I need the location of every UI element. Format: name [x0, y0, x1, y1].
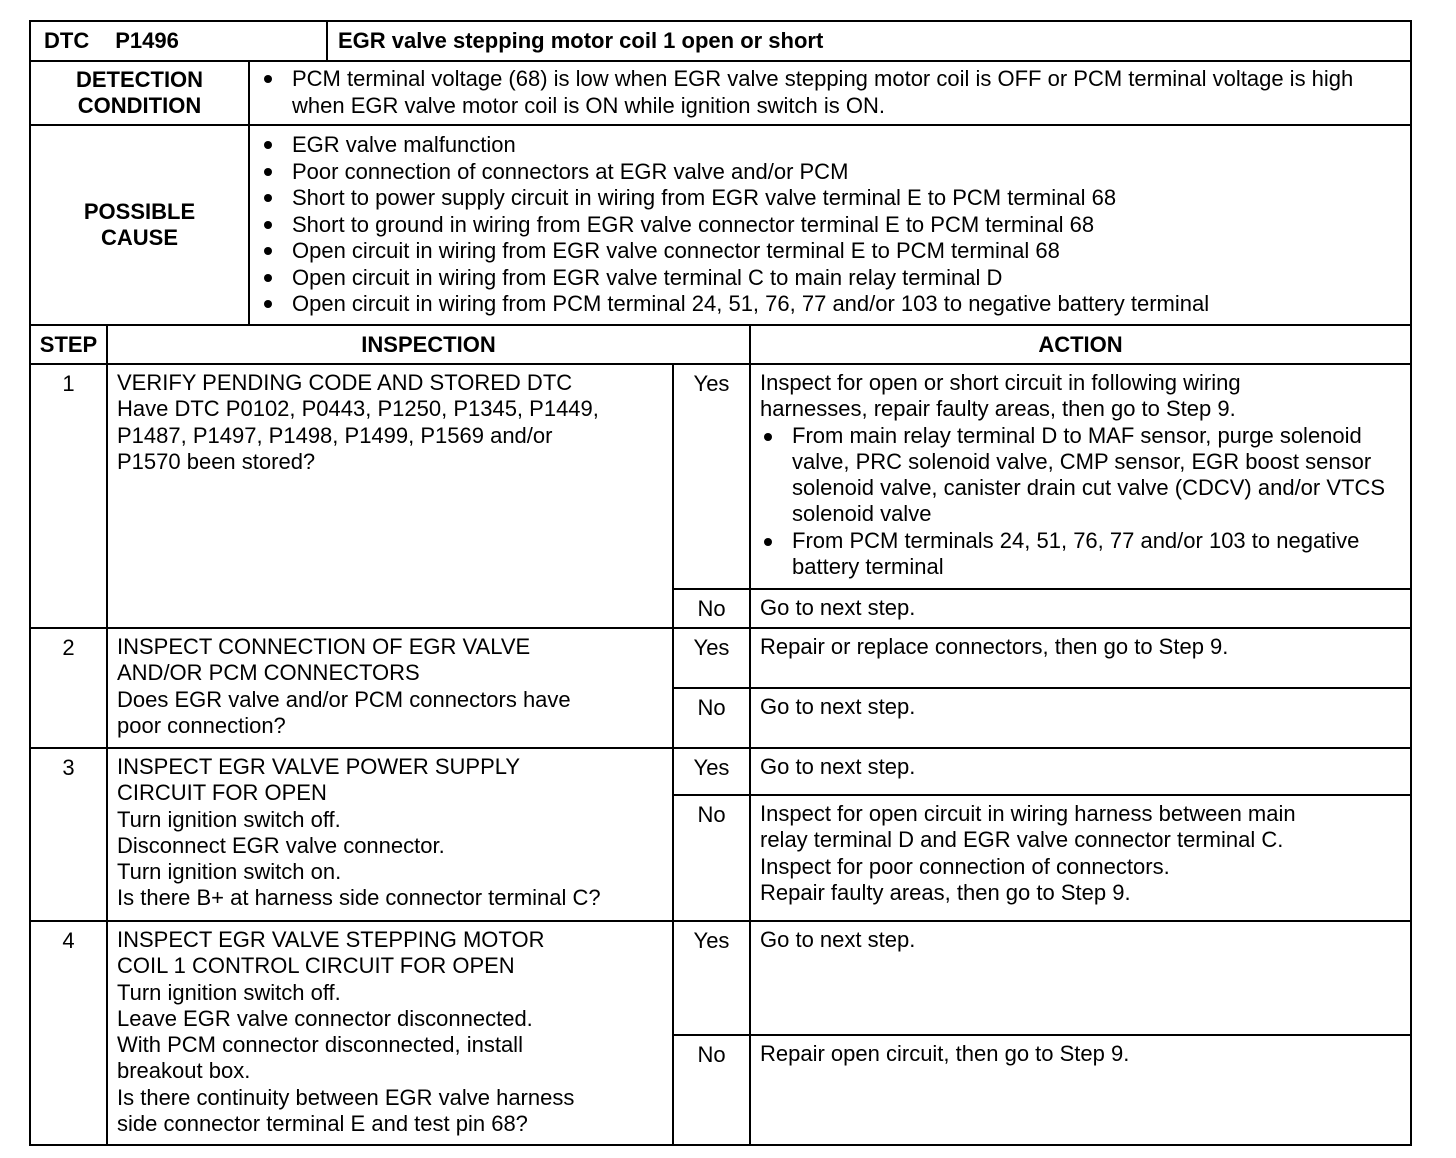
cause-item: EGR valve malfunction	[260, 132, 1400, 159]
cause-item: Open circuit in wiring from EGR valve terminal C to main relay terminal D	[260, 265, 1400, 292]
action-line: Go to next step.	[760, 595, 916, 620]
dtc-title: EGR valve stepping motor coil 1 open or short	[338, 28, 824, 53]
action-line: Repair open circuit, then go to Step 9.	[760, 1041, 1130, 1066]
inspection-line: P1570 been stored?	[117, 448, 316, 474]
inspection-line: Is there B+ at harness side connector terminal C?	[117, 885, 601, 911]
cause-item: Open circuit in wiring from EGR valve connector terminal E to PCM terminal 68	[260, 238, 1400, 265]
possible-cause-row	[31, 126, 1410, 326]
no-action	[751, 590, 1410, 627]
inspection-line: With PCM connector disconnected, install	[117, 1032, 523, 1058]
inspection-line: VERIFY PENDING CODE AND STORED DTC	[117, 370, 573, 395]
yes-action	[751, 629, 1410, 687]
step-answers	[674, 629, 1410, 747]
no-action	[751, 689, 1410, 747]
inspection-line: P1487, P1497, P1498, P1499, P1569 and/or	[117, 422, 553, 448]
detection-item: PCM terminal voltage (68) is low when EGR valve stepping motor coil is OFF or PCM terminal voltage is high when EGR valve motor coil is ON while ignition switch is ON.	[260, 66, 1400, 119]
action-line: Repair or replace connectors, then go to Step 9.	[760, 634, 1229, 659]
inspection-line: COIL 1 CONTROL CIRCUIT FOR OPEN	[117, 953, 515, 979]
action-line: Inspect for poor connection of connectors.	[760, 853, 1170, 879]
step-answers	[674, 365, 1410, 627]
dtc-diagnostic-table	[29, 20, 1412, 1146]
action-line: Inspect for open or short circuit in following wiring	[760, 370, 1241, 395]
answer-yes	[674, 629, 1410, 689]
inspection-line: poor connection?	[117, 712, 286, 738]
inspection-line: Turn ignition switch on.	[117, 859, 342, 885]
detection-label-line1: DETECTION	[75, 67, 204, 92]
inspection-line: Is there continuity between EGR valve harness	[117, 1084, 575, 1110]
no-label: No	[674, 1036, 751, 1144]
step-row-4	[31, 922, 1410, 1144]
action-line: harnesses, repair faulty areas, then go to Step 9.	[760, 396, 1236, 422]
no-label: No	[674, 796, 751, 920]
yes-label: Yes	[674, 749, 751, 794]
dtc-code: P1496	[115, 28, 179, 53]
inspection-line: Turn ignition switch off.	[117, 979, 341, 1005]
answer-no	[674, 1036, 1410, 1144]
answer-yes	[674, 922, 1410, 1036]
no-action	[751, 796, 1410, 920]
cause-item: Short to power supply circuit in wiring from EGR valve terminal E to PCM terminal 68	[260, 185, 1400, 212]
no-label: No	[674, 590, 751, 627]
detection-condition-content	[250, 62, 1410, 124]
action-line: Go to next step.	[760, 694, 916, 719]
cause-label-line2: CAUSE	[100, 225, 178, 250]
cause-label-line1: POSSIBLE	[83, 199, 196, 224]
inspection-line: CIRCUIT FOR OPEN	[117, 780, 327, 806]
answer-yes	[674, 365, 1410, 590]
inspection-line: INSPECT EGR VALVE POWER SUPPLY	[117, 754, 521, 779]
possible-cause-label	[31, 126, 250, 324]
detection-condition-label	[31, 62, 250, 124]
step-answers	[674, 749, 1410, 920]
answer-yes	[674, 749, 1410, 796]
step-inspection	[108, 749, 674, 920]
step-inspection	[108, 629, 674, 747]
inspection-line: AND/OR PCM CONNECTORS	[117, 660, 420, 686]
action-line: Go to next step.	[760, 927, 916, 952]
inspection-line: side connector terminal E and test pin 68?	[117, 1111, 528, 1137]
step-inspection	[108, 922, 674, 1144]
dtc-label: DTC	[44, 28, 90, 53]
action-bullet: From main relay terminal D to MAF sensor, purge solenoid valve, PRC solenoid valve, CMP sensor, EGR boost sensor solenoid valve, canister drain cut valve (CDCV) and/or VTCS solenoid valve	[760, 423, 1400, 528]
step-number: 2	[31, 629, 108, 747]
step-inspection	[108, 365, 674, 627]
inspection-line: Does EGR valve and/or PCM connectors have	[117, 686, 571, 712]
inspection-line: breakout box.	[117, 1058, 251, 1084]
answer-no	[674, 796, 1410, 920]
step-row-1	[31, 365, 1410, 629]
yes-action	[751, 922, 1410, 1034]
cause-item: Open circuit in wiring from PCM terminal 24, 51, 76, 77 and/or 103 to negative battery terminal	[260, 291, 1400, 318]
yes-action	[751, 749, 1410, 794]
step-row-3	[31, 749, 1410, 922]
step-answers	[674, 922, 1410, 1144]
step-row-2	[31, 629, 1410, 749]
step-number: 4	[31, 922, 108, 1144]
answer-no	[674, 590, 1410, 627]
yes-action	[751, 365, 1410, 588]
detection-condition-row	[31, 62, 1410, 126]
yes-label: Yes	[674, 365, 751, 588]
action-line: Go to next step.	[760, 754, 916, 779]
step-number: 1	[31, 365, 108, 627]
step-column-header: STEP	[31, 326, 108, 363]
step-number: 3	[31, 749, 108, 920]
yes-label: Yes	[674, 629, 751, 687]
steps-header-row	[31, 326, 1410, 365]
cause-item: Short to ground in wiring from EGR valve connector terminal E to PCM terminal 68	[260, 212, 1400, 239]
inspection-line: Disconnect EGR valve connector.	[117, 832, 445, 858]
inspection-line: Have DTC P0102, P0443, P1250, P1345, P1449,	[117, 396, 599, 422]
inspection-line: INSPECT EGR VALVE STEPPING MOTOR	[117, 927, 545, 952]
possible-cause-content	[250, 126, 1410, 324]
inspection-line: Turn ignition switch off.	[117, 806, 341, 832]
action-line: relay terminal D and EGR valve connector terminal C.	[760, 827, 1284, 853]
inspection-line: Leave EGR valve connector disconnected.	[117, 1005, 533, 1031]
inspection-line: INSPECT CONNECTION OF EGR VALVE	[117, 634, 531, 659]
no-action	[751, 1036, 1410, 1144]
action-line: Repair faulty areas, then go to Step 9.	[760, 879, 1131, 905]
detection-label-line2: CONDITION	[77, 93, 202, 118]
action-column-header: ACTION	[1038, 331, 1123, 357]
cause-item: Poor connection of connectors at EGR valve and/or PCM	[260, 159, 1400, 186]
dtc-code-cell	[31, 22, 328, 60]
no-label: No	[674, 689, 751, 747]
yes-label: Yes	[674, 922, 751, 1034]
action-bullet: From PCM terminals 24, 51, 76, 77 and/or 103 to negative battery terminal	[760, 528, 1400, 581]
action-line: Inspect for open circuit in wiring harness between main	[760, 801, 1296, 826]
inspection-column-header: INSPECTION	[108, 326, 751, 363]
dtc-header-row	[31, 22, 1410, 62]
answer-no	[674, 689, 1410, 747]
